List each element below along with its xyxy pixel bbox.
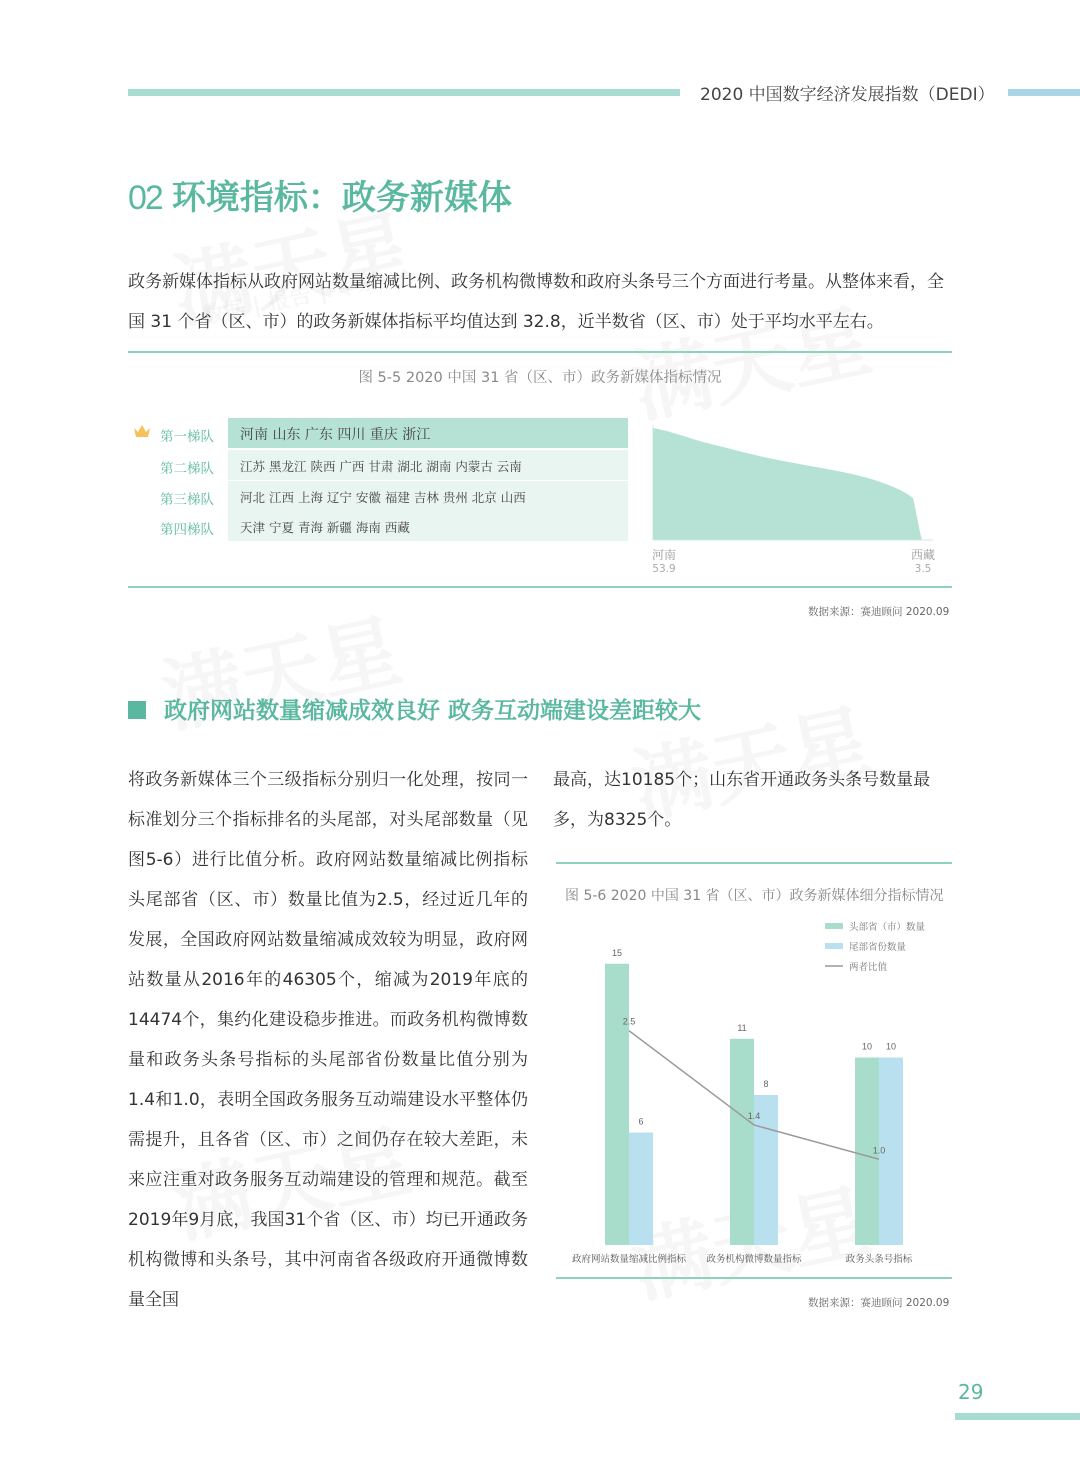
figure2-top-rule: [556, 862, 952, 864]
tier-members: 天津 宁夏 青海 新疆 海南 西藏: [240, 520, 410, 535]
section-title-text: 环境指标：政务新媒体: [171, 178, 512, 218]
tier-label: 第四梯队: [160, 522, 214, 538]
category-label: 政务机构微博数量指标: [706, 1254, 802, 1265]
area-start-value: 53.9: [652, 563, 676, 575]
subsection-title: [128, 692, 701, 725]
tier-row: [128, 450, 628, 480]
figure2-source: 数据来源：赛迪顾问 2020.09: [808, 1297, 950, 1309]
tier-members: 江苏 黑龙江 陕西 广西 甘肃 湖北 湖南 内蒙古 云南: [240, 459, 522, 474]
category-label: 政府网站数量缩减比例指标: [571, 1254, 687, 1265]
figure-source: 数据来源：赛迪顾问 2020.09: [808, 606, 950, 618]
subsection-title-text: 政府网站数量缩减成效良好 政务互动端建设差距较大: [164, 698, 702, 724]
legend-tail-text: 尾部省份数量: [849, 942, 907, 953]
tier-row: [128, 481, 628, 511]
legend-head-swatch: [825, 923, 843, 929]
area-end-name: 西藏: [910, 548, 935, 562]
body-text-left: 将政务新媒体三个三级指标分别归一化处理，按同一标准划分三个指标排名的头尾部，对头尾部数量（见图5-6）进行比值分析。政府网站数量缩减比例指标头尾部省（区、市）数量比值为2.5，经过近几年的发展，全国政府网站数量缩减成效较为明显，政府网站数量从2016年的46305个，缩减为2019年底的14474个，集约化建设稳步推进。而政务机构微博数量和政务头条号指标的头尾部省份数量比值分别为1.4和1.0，表明全国政务服务互动端建设水平整体仍需提升，且各省（区、市）之间仍存在较大差距，未来应注重对政务服务互动端建设的管理和规范。截至2019年9月底，我国31个省（区、市）均已开通政务机构微博和头条号，其中河南省各级政府开通微博数量全国: [128, 770, 528, 1310]
tier-label: 第二梯队: [160, 461, 214, 477]
tier-members-box: [228, 450, 628, 480]
figure-top-rule: [128, 351, 952, 353]
section-number: 02: [128, 179, 162, 217]
legend-head-text: 头部省（市）数量: [849, 922, 926, 933]
tier-members-box: [228, 481, 628, 511]
tier-label: 第一梯队: [160, 429, 214, 445]
footer-bar: [955, 1413, 1080, 1420]
legend-tail-swatch: [825, 943, 843, 949]
figure2-title: 图 5-6 2020 中国 31 省（区、市）政务新媒体细分指标情况: [565, 888, 944, 904]
bar-head: [605, 964, 629, 1245]
bar-head-label: 11: [737, 1022, 747, 1033]
figure-title: 图 5-5 2020 中国 31 省（区、市）政务新媒体指标情况: [358, 370, 722, 386]
tier-members-box: [228, 511, 628, 541]
page-number: 29: [958, 1380, 984, 1404]
tier-members: 河南 山东 广东 四川 重庆 浙江: [240, 427, 431, 443]
section-title: [128, 170, 512, 219]
ratio-label: 1.0: [872, 1145, 886, 1156]
tier-members: 河北 江西 上海 辽宁 安徽 福建 吉林 贵州 北京 山西: [240, 490, 526, 505]
bar-tail-label: 10: [885, 1041, 897, 1052]
crown-icon: [132, 423, 152, 439]
bar-head-label: 10: [861, 1041, 873, 1052]
subindicator-chart: [555, 915, 955, 1275]
tier-row: [128, 511, 628, 541]
area-end-value: 3.5: [914, 563, 932, 575]
intro-paragraph: 政务新媒体指标从政府网站数量缩减比例、政务机构微博数和政府头条号三个方面进行考量。从整体来看，全国 31 个省（区、市）的政务新媒体指标平均值达到 32.8，近半数省（区、市）处于平均水平左右。: [128, 272, 944, 332]
figure2-bottom-rule: [556, 1277, 952, 1279]
body-text-right: 最高，达10185个；山东省开通政务头条号数量最多，为8325个。: [553, 770, 931, 830]
tier-members-box: [228, 418, 628, 448]
province-score-area: [653, 428, 922, 540]
tier-row: [128, 418, 628, 448]
bar-head-label: 15: [611, 947, 623, 958]
header-title: 2020 中国数字经济发展指数（DEDI）: [700, 85, 995, 105]
ratio-label: 1.4: [747, 1111, 761, 1121]
bar-tail-label: 8: [763, 1079, 769, 1089]
bar-tail: [629, 1133, 653, 1246]
header-bar-right: [1008, 89, 1080, 96]
ratio-label: 2.5: [622, 1016, 636, 1027]
category-label: 政务头条号指标: [845, 1254, 913, 1265]
header-bar-left: [128, 89, 680, 96]
figure-bottom-rule: [128, 586, 952, 588]
tier-label: 第三梯队: [160, 492, 214, 508]
province-score-area-chart: [648, 420, 948, 545]
bar-head: [730, 1039, 754, 1245]
area-start-name: 河南: [651, 548, 676, 562]
square-bullet-icon: [128, 701, 146, 719]
bar-tail-label: 6: [638, 1116, 644, 1127]
legend-ratio-text: 两者比值: [849, 962, 888, 973]
